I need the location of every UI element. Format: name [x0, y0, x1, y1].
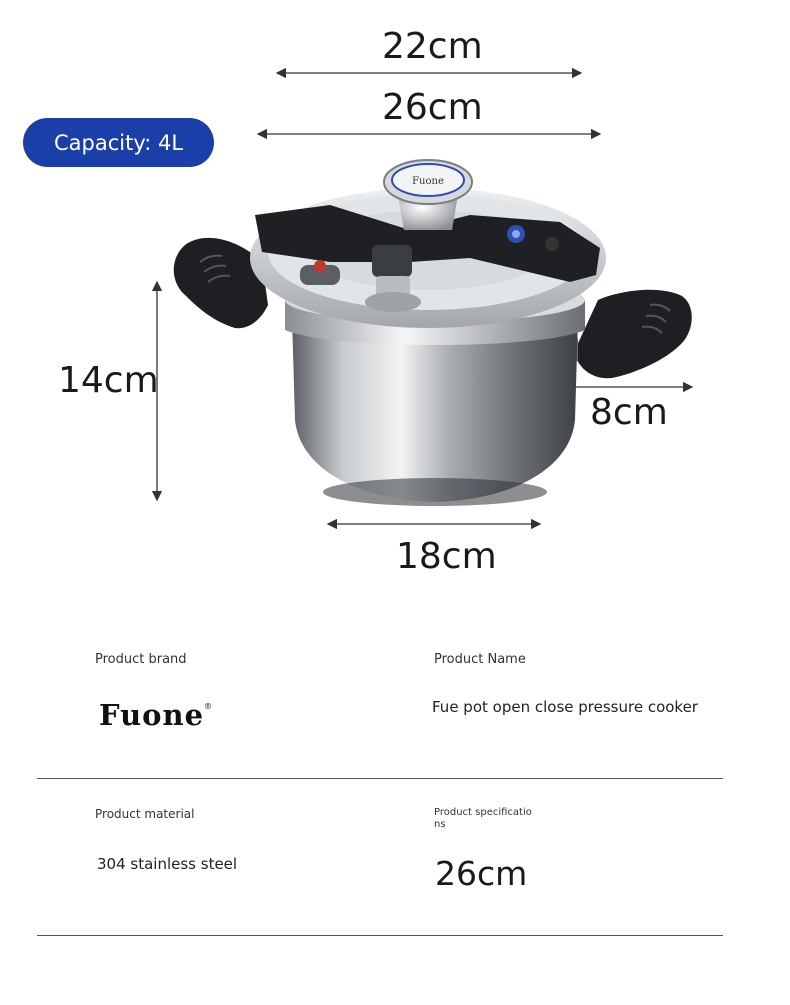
- brand-label: Product brand: [95, 652, 187, 667]
- spec-label-line-1: Product specificatio: [434, 807, 532, 818]
- spec-label: [434, 807, 532, 831]
- brand-logo-text: Fuone: [99, 698, 205, 732]
- spec-value: 26cm: [435, 854, 528, 893]
- registered-mark: ®: [204, 702, 214, 711]
- right-handle: [574, 290, 692, 378]
- dimension-height: 14cm: [58, 360, 159, 401]
- brand-logo: [99, 698, 213, 732]
- pot-body: [292, 318, 578, 502]
- capacity-label: Capacity: 4L: [53, 130, 184, 155]
- divider-2: [37, 935, 723, 936]
- spec-label-line-2: ns: [434, 819, 446, 830]
- dimension-top-outer: 26cm: [382, 87, 483, 128]
- material-value: 304 stainless steel: [97, 855, 238, 873]
- dimension-handle: 8cm: [590, 392, 668, 433]
- name-label: Product Name: [434, 652, 526, 667]
- dial-brand: Fuone: [412, 176, 444, 187]
- material-label: Product material: [95, 807, 195, 821]
- dimension-bottom: 18cm: [396, 536, 497, 577]
- divider-1: [37, 778, 723, 779]
- name-value: Fue pot open close pressure cooker: [432, 698, 698, 716]
- dimension-top-inner: 22cm: [382, 26, 483, 67]
